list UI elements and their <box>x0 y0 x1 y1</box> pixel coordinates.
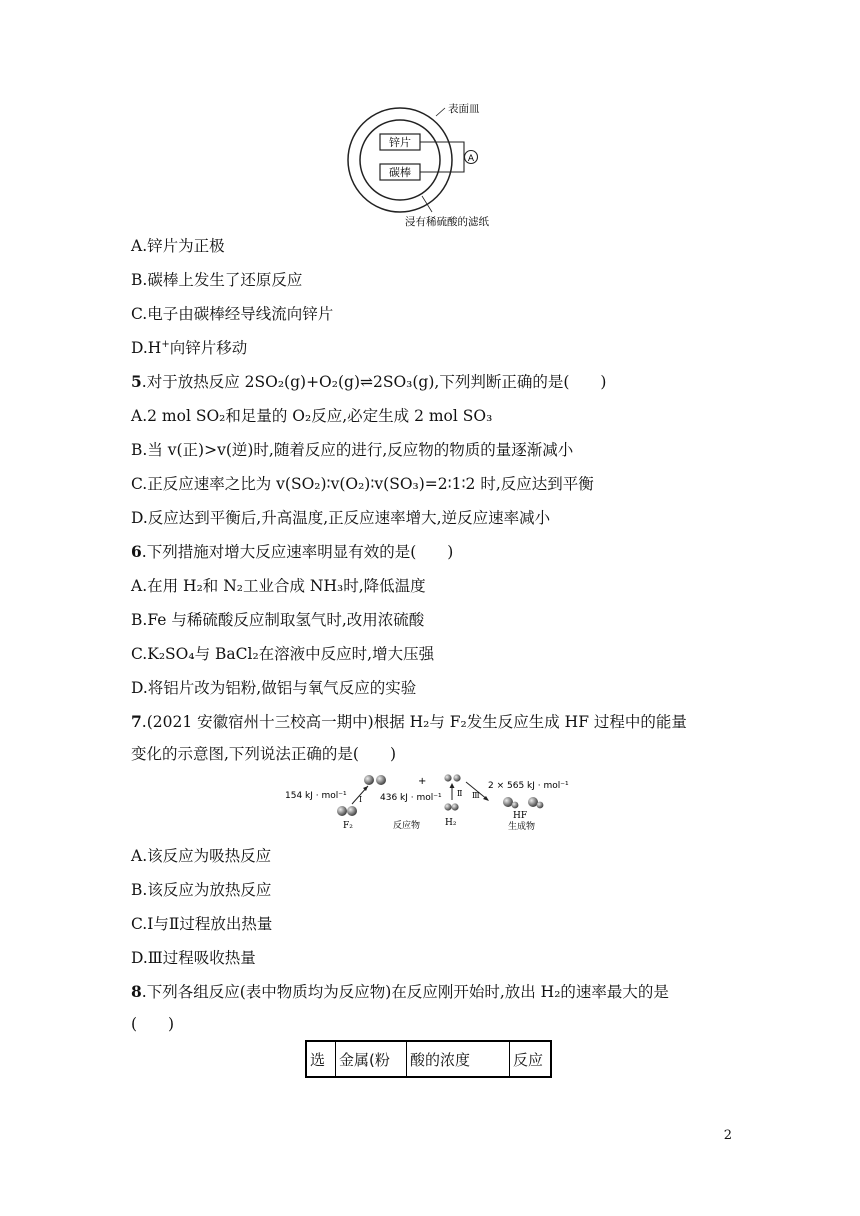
dish-leader <box>436 108 445 116</box>
hf-molecule <box>528 797 538 807</box>
h-atom-separated <box>453 774 460 781</box>
hf-molecule <box>512 802 519 809</box>
f-atom <box>347 806 357 816</box>
wire <box>420 142 464 172</box>
page-number: 2 <box>723 1128 732 1143</box>
q6-option-a: A.在用 H₂和 N₂工业合成 NH₃时,降低温度 <box>131 577 426 595</box>
q7-option-a: A.该反应为吸热反应 <box>131 847 272 865</box>
f2-label: F₂ <box>343 821 353 831</box>
h-atom-separated <box>444 774 451 781</box>
f-atom-separated <box>376 775 386 785</box>
table-header-cell: 酸的浓度 <box>407 1041 510 1077</box>
h2-label: H₂ <box>445 818 457 828</box>
q7-option-d: D.Ⅲ过程吸收热量 <box>131 949 256 967</box>
roman-i: Ⅰ <box>359 795 363 804</box>
energy-h2-label: 436 kJ · mol⁻¹ <box>380 793 442 803</box>
galvanic-cell-figure <box>340 100 540 230</box>
q5-stem: 5.对于放热反应 2SO₂(g)+O₂(g)⇌2SO₃(g),下列判断正确的是( ) <box>131 372 607 391</box>
q5-option-a: A.2 mol SO₂和足量的 O₂反应,必定生成 2 mol SO₃ <box>131 407 493 425</box>
h-atom <box>451 803 458 810</box>
energy-diagram-figure <box>280 770 580 832</box>
plus-sign: + <box>418 776 427 787</box>
q7-stem-line2: 变化的示意图,下列说法正确的是( ) <box>131 745 397 763</box>
dish-label: 表面皿 <box>448 103 480 115</box>
table-header-row <box>306 1041 551 1077</box>
watch-glass-outer-ring <box>348 108 452 212</box>
q6-option-d: D.将铝片改为铝粉,做铝与氧气反应的实验 <box>131 679 417 697</box>
carbon-label: 碳棒 <box>389 166 411 179</box>
q6-stem: 6.下列措施对增大反应速率明显有效的是( ) <box>131 542 454 561</box>
q7-option-b: B.该反应为放热反应 <box>131 881 272 899</box>
paper-label: 浸有稀硫酸的滤纸 <box>405 216 489 228</box>
f-atom-separated <box>364 775 374 785</box>
q4-option-c: C.电子由碳棒经导线流向锌片 <box>131 305 334 323</box>
ammeter-label: A <box>467 154 475 164</box>
q4-option-d: D.H+向锌片移动 <box>131 338 248 357</box>
q7-option-c: C.Ⅰ与Ⅱ过程放出热量 <box>131 915 273 933</box>
q6-option-b: B.Fe 与稀硫酸反应制取氢气时,改用浓硫酸 <box>131 611 425 629</box>
roman-iii: Ⅲ <box>472 791 480 800</box>
q6-option-c: C.K₂SO₄与 BaCl₂在溶液中反应时,增大压强 <box>131 645 435 663</box>
q8-table <box>305 1040 552 1078</box>
q4-option-b: B.碳棒上发生了还原反应 <box>131 271 303 289</box>
q8-stem: 8.下列各组反应(表中物质均为反应物)在反应刚开始时,放出 H₂的速率最大的是 <box>131 982 669 1001</box>
q8-answer-paren: ( ) <box>131 1015 175 1033</box>
q4-option-a: A.锌片为正极 <box>131 237 225 255</box>
q5-option-b: B.当 v(正)>v(逆)时,随着反应的进行,反应物的物质的量逐渐减小 <box>131 441 574 459</box>
hf-molecule <box>503 797 513 807</box>
table-header-cell: 选 <box>306 1041 336 1077</box>
paper-leader <box>422 196 432 212</box>
energy-f2-label: 154 kJ · mol⁻¹ <box>285 791 347 801</box>
roman-ii: Ⅱ <box>457 789 463 798</box>
h-atom <box>444 803 451 810</box>
q7-stem-line1: 7.(2021 安徽宿州十三校高一期中)根据 H₂与 F₂发生反应生成 HF 过程中的能量 <box>131 712 687 731</box>
table-header-cell: 反应 <box>510 1041 552 1077</box>
zinc-label: 锌片 <box>389 136 411 149</box>
f-atom <box>337 806 347 816</box>
hf-molecule <box>537 802 544 809</box>
filter-paper-ring <box>360 120 440 200</box>
products-label: 生成物 <box>508 822 536 832</box>
energy-hf-label: 2 × 565 kJ · mol⁻¹ <box>488 781 569 791</box>
q5-option-c: C.正反应速率之比为 v(SO₂)∶v(O₂)∶v(SO₃)=2∶1∶2 时,反应达到平衡 <box>131 475 594 493</box>
reactants-label: 反应物 <box>393 821 421 831</box>
table-header-cell: 金属(粉 <box>336 1041 407 1077</box>
q5-option-d: D.反应达到平衡后,升高温度,正反应速率增大,逆反应速率减小 <box>131 509 551 527</box>
hf-label: HF <box>513 811 528 821</box>
